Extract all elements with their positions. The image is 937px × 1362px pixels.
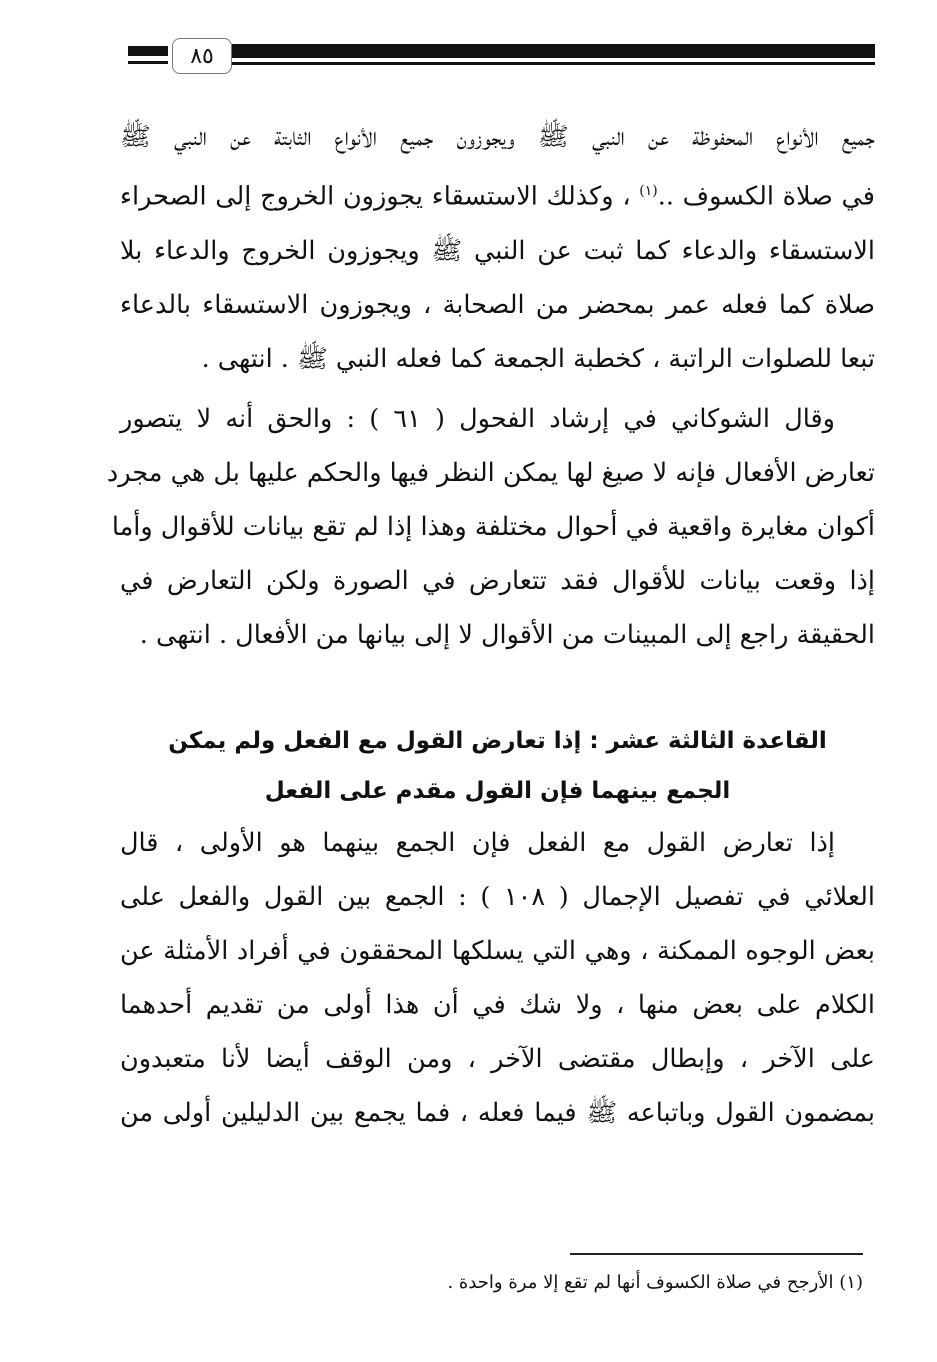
text-line: على الآخر ، وإبطال مقتضى الآخر ، ومن الوقف أيضا لأنا متعبدون	[120, 1043, 875, 1074]
text-line: الاستسقاء والدعاء كما ثبت عن النبي ﷺ ويجوزون الخروج والدعاء بلا	[120, 235, 875, 266]
text-line: في صلاة الكسوف ..$^{(١)}$ ، وكذلك الاستسقاء يجوزون الخروج إلى الصحراء	[120, 181, 875, 212]
text-line: صلاة كما فعله عمر بمحضر من الصحابة ، ويجوزون الاستسقاء بالدعاء	[120, 289, 875, 320]
paragraph-2	[106, 392, 875, 662]
text-line: إذا تعارض القول مع الفعل فإن الجمع بينهما هو الأولى ، قال	[120, 827, 835, 858]
page-content	[106, 110, 875, 1140]
text-line: بعض الوجوه الممكنة ، وهي التي يسلكها المحققون في أفراد الأمثلة عن	[120, 935, 875, 966]
text-line: تبعا للصلوات الراتبة ، كخطبة الجمعة كما فعله النبي ﷺ . انتهى .	[201, 343, 875, 374]
text-line: الحقيقة راجع إلى المبينات من الأقوال لا إلى بيانها من الأفعال . انتهى .	[139, 619, 875, 650]
text-line: بمضمون القول وباتباعه ﷺ فيما فعله ، فما يجمع بين الدليلين أولى من	[120, 1097, 875, 1128]
page-header	[120, 38, 875, 78]
text-line: الكلام على بعض منها ، ولا شك في أن هذا أولى من تقديم أحدهما	[120, 989, 875, 1020]
text-line: وقال الشوكاني في إرشاد الفحول ( ٦١ ) : والحق أنه لا يتصور	[120, 403, 835, 434]
footnote-separator	[570, 1253, 863, 1255]
paragraph-1	[120, 110, 875, 386]
header-rule-left-thin	[128, 61, 168, 64]
paragraph-3	[120, 816, 875, 1140]
text-line: العلائي في تفصيل الإجمال ( ١٠٨ ) : الجمع بين القول والفعل على	[120, 881, 875, 912]
text-line: جميع الأنواع المحفوظة عن النبي ﷺ ويجوزون جميع الأنواع الثابتة عن النبي ﷺ	[120, 122, 875, 152]
page-number: ٨٥	[172, 38, 232, 74]
header-rule-thick	[232, 44, 875, 58]
rule-heading-line-2: الجمع بينهما فإن القول مقدم على الفعل	[264, 777, 731, 804]
header-rule-left-thick	[128, 46, 168, 56]
text-line: أكوان مغايرة واقعية في أحوال مختلفة وهذا إذا لم تقع بيانات للأقوال وأما	[111, 511, 875, 542]
footnote-ref: (١)	[639, 183, 658, 199]
rule-heading	[120, 716, 875, 816]
header-rule-thin	[232, 62, 875, 65]
text-line: إذا وقعت بيانات للأقوال فقد تتعارض في الصورة ولكن التعارض في	[120, 565, 875, 596]
text-line: تعارض الأفعال فإنه لا صيغ لها يمكن النظر فيها والحكم عليها بل هي مجرد	[106, 457, 875, 488]
rule-heading-line-1: القاعدة الثالثة عشر : إذا تعارض القول مع الفعل ولم يمكن	[168, 727, 827, 754]
footnote: (١) الأرجح في صلاة الكسوف أنها لم تقع إلا مرة واحدة .	[447, 1272, 863, 1293]
